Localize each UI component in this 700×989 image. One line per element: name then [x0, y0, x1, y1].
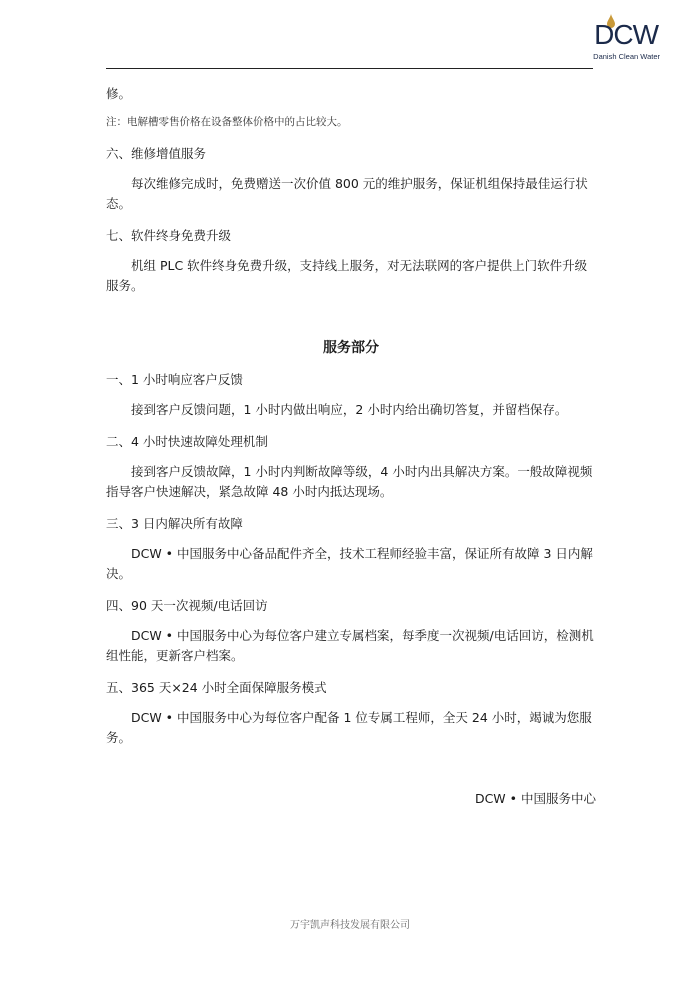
continued-text: 修。 [106, 86, 132, 101]
section-title: 服务部分 [323, 340, 379, 356]
paragraph-3-day-resolve: DCW • 中国服务中心备品配件齐全，技术工程师经验丰富，保证所有故障 3 日内解决。 [106, 546, 593, 581]
paragraph-90-day-visit: DCW • 中国服务中心为每位客户建立专属档案，每季度一次视频/电话回访，检测机组性能，更新客户档案。 [106, 628, 594, 663]
logo-subtitle: Danish Clean Water [593, 52, 660, 61]
heading-1-hour-response: 一、1 小时响应客户反馈 [106, 372, 243, 387]
paragraph-365-day-service: DCW • 中国服务中心为每位客户配备 1 位专属工程师，全天 24 小时，竭诚为您服务。 [106, 710, 592, 745]
paragraph-software-upgrade: 机组 PLC 软件终身免费升级，支持线上服务，对无法联网的客户提供上门软件升级服务。 [106, 258, 588, 293]
paragraph-maintenance-service: 每次维修完成时，免费赠送一次价值 800 元的维护服务，保证机组保持最佳运行状态。 [106, 176, 588, 211]
heading-90-day-visit: 四、90 天一次视频/电话回访 [106, 598, 268, 613]
heading-365-day-service: 五、365 天×24 小时全面保障服务模式 [106, 680, 327, 695]
document-body [106, 84, 596, 748]
heading-software-upgrade: 七、软件终身免费升级 [106, 228, 232, 243]
paragraph-1-hour-response: 接到客户反馈问题，1 小时内做出响应，2 小时内给出确切答复，并留档保存。 [131, 402, 568, 417]
signature: DCW • 中国服务中心 [474, 791, 596, 806]
note-text: 注：电解槽零售价格在设备整体价格中的占比较大。 [106, 116, 348, 128]
page-footer: 万宇凯声科技发展有限公司 [290, 920, 410, 931]
company-logo [562, 14, 662, 62]
logo-mark: DCW [594, 19, 658, 50]
heading-3-day-resolve: 三、3 日内解决所有故障 [106, 516, 243, 531]
heading-4-hour-fault: 二、4 小时快速故障处理机制 [106, 434, 268, 449]
heading-maintenance-service: 六、维修增值服务 [106, 146, 207, 161]
header-rule [106, 68, 593, 69]
paragraph-4-hour-fault: 接到客户反馈故障，1 小时内判断故障等级，4 小时内出具解决方案。一般故障视频指导客户快速解决，紧急故障 48 小时内抵达现场。 [106, 464, 593, 499]
